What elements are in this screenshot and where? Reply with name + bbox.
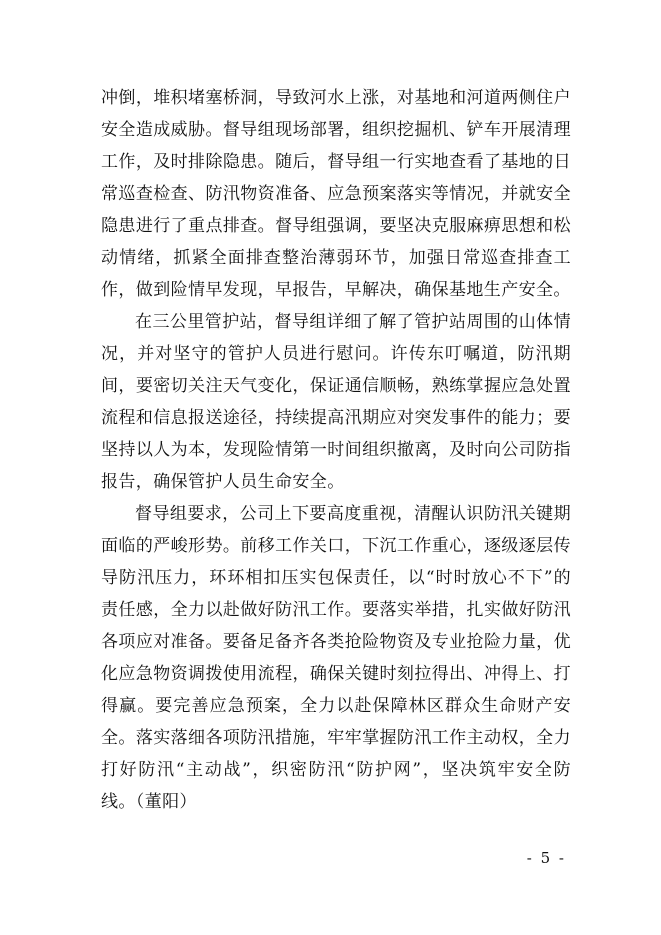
article-body <box>101 82 571 818</box>
paragraph-3: 督导组要求，公司上下要高度重视，清醒认识防汛关键期面临的严峻形势。前移工作关口，下沉工作重心，逐级逐层传导防汛压力，环环相扣压实包保责任，以“时时放心不下”的责任感，全力以赴做好防汛工作。要落实举措，扎实做好防汛各项应对准备。要备足备齐各类抢险物资及专业抢险力量，优化应急物资调拨使用流程，确保关键时刻拉得出、冲得上、打得赢。要完善应急预案，全力以赴保障林区群众生命财产安全。落实落细各项防汛措施，牢牢掌握防汛工作主动权，全力打好防汛“主动战”，织密防汛“防护网”，坚决筑牢安全防线。（董阳） <box>101 504 571 812</box>
page-number: - 5 - <box>526 849 566 867</box>
paragraph-2: 在三公里管护站，督导组详细了解了管护站周围的山体情况，并对坚守的管护人员进行慰问。许传东叮嘱道，防汛期间，要密切关注天气变化，保证通信顺畅，熟练掌握应急处置流程和信息报送途径，持续提高汛期应对突发事件的能力；要坚持以人为本，发现险情第一时间组织撤离，及时向公司防指报告，确保管护人员生命安全。 <box>101 312 571 492</box>
paragraph-1: 冲倒，堆积堵塞桥洞，导致河水上涨，对基地和河道两侧住户安全造成威胁。督导组现场部署，组织挖掘机、铲车开展清理工作，及时排除隐患。随后，督导组一行实地查看了基地的日常巡查检查、防汛物资准备、应急预案落实等情况，并就安全隐患进行了重点排查。督导组强调，要坚决克服麻痹思想和松动情绪，抓紧全面排查整治薄弱环节，加强日常巡查排查工作，做到险情早发现，早报告，早解决，确保基地生产安全。 <box>101 88 571 300</box>
